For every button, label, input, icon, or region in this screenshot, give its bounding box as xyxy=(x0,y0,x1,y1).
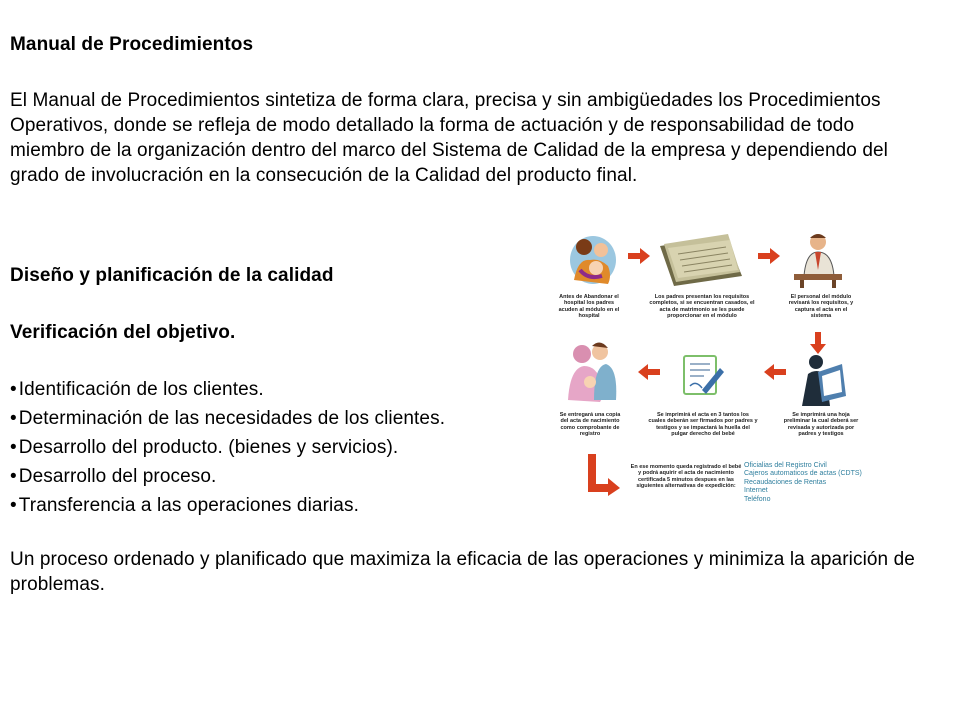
option-item: Internet xyxy=(744,487,768,495)
section-heading-verification: Verificación del objetivo. xyxy=(10,322,236,343)
reviewer-illustration-icon xyxy=(796,352,848,408)
step2-caption: Los padres presentan los requisitos completos, si se encuentran casados, el acta de matrimonio se les puede proporcionar en el módulo xyxy=(649,294,755,319)
arrow-right-icon xyxy=(758,248,780,264)
bullet-item: • Determinación de las necesidades de los clientes. xyxy=(10,404,445,433)
option-item: Recaudaciones de Rentas xyxy=(744,478,827,486)
bullet-item: • Desarrollo del proceso. xyxy=(10,462,445,491)
step3-caption: El personal del módulo revisará los requisitos, y captura el acta en el sistema xyxy=(788,294,854,319)
couple-illustration-icon xyxy=(564,340,620,402)
bullet-item: • Desarrollo del producto. (bienes y servicios). xyxy=(10,433,445,462)
arrow-right-icon xyxy=(628,248,650,264)
bullet-item: • Identificación de los clientes. xyxy=(10,375,445,404)
step6-caption: Se entregará una copia del acta de nacimiento como comprobante de registro xyxy=(559,412,621,437)
documents-illustration-icon xyxy=(656,232,746,288)
step4-caption: Se imprimirá una hoja preliminar la cual deberá ser revisada y autorizada por padres y testigos xyxy=(783,412,859,437)
closing-paragraph: Un proceso ordenado y planificado que maximiza la eficacia de las operaciones y minimiza la aparición de problemas. xyxy=(10,549,915,595)
expedition-options xyxy=(744,462,862,504)
bullet-item: • Transferencia a las operaciones diarias. xyxy=(10,491,445,520)
page-title: Manual de Procedimientos xyxy=(10,34,254,55)
step5-caption: Se imprimirá el acta en 3 tantos los cuales deberán ser firmados por padres y testigos y se impactará la huella del pulgar derecho del bebé xyxy=(648,412,758,437)
bullet-list xyxy=(10,375,445,520)
option-item: Cajeros automaticos de actas (CDTS) xyxy=(744,470,862,478)
arrow-down-right-icon xyxy=(586,454,620,496)
step1-caption: Antes de Abandonar el hospital los padres acuden al módulo en el hospital xyxy=(558,294,620,319)
option-item: Oficialias del Registro Civil xyxy=(744,462,827,469)
section-heading-design: Diseño y planificación de la calidad xyxy=(10,265,334,286)
arrow-down-icon xyxy=(810,332,826,354)
intro-paragraph: El Manual de Procedimientos sintetiza de forma clara, precisa y sin ambigüedades los Procedimientos Operativos, donde se refleja de modo detallado la forma de actuación y de responsabilidad de todo miembro de la organización dentro del marco del Sistema de Calidad de la empresa y dependiendo del grado de involucración en la consecución de la Calidad del producto final. xyxy=(10,90,888,186)
option-item: Teléfono xyxy=(744,495,771,503)
process-diagram xyxy=(558,222,878,522)
clerk-illustration-icon xyxy=(790,230,846,288)
family-illustration-icon xyxy=(568,230,618,286)
arrow-left-icon xyxy=(638,364,660,380)
final-caption: En ese momento queda registrado el bebé y podrá aquirir el acta de nacimiento certificada 5 minutos despues en las siguientes alternativas de expedición: xyxy=(630,464,742,489)
document-pen-illustration-icon xyxy=(680,350,724,398)
arrow-left-icon xyxy=(764,364,786,380)
